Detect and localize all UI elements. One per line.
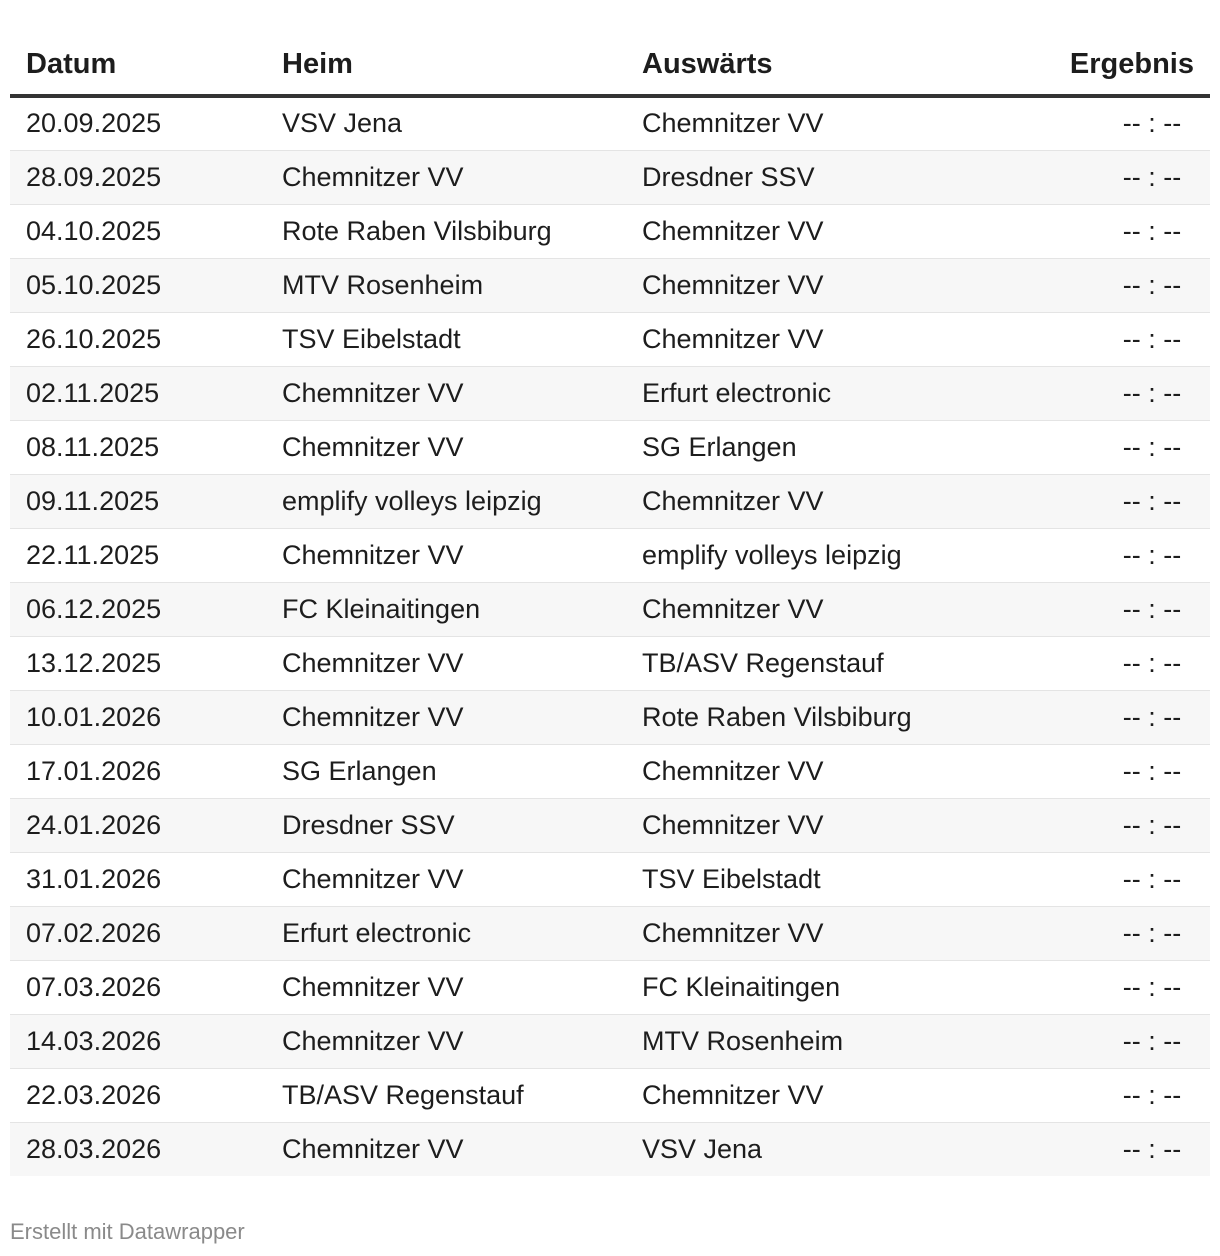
cell-away: MTV Rosenheim: [626, 1014, 1030, 1068]
cell-date: 22.11.2025: [10, 528, 266, 582]
cell-home: Chemnitzer VV: [266, 1122, 626, 1176]
table-row: [10, 690, 1210, 744]
cell-date: 06.12.2025: [10, 582, 266, 636]
table-row: [10, 1068, 1210, 1122]
cell-result: -- : --: [1030, 1122, 1210, 1176]
cell-away: FC Kleinaitingen: [626, 960, 1030, 1014]
cell-date: 04.10.2025: [10, 204, 266, 258]
cell-date: 02.11.2025: [10, 366, 266, 420]
table-row: [10, 744, 1210, 798]
cell-away: TB/ASV Regenstauf: [626, 636, 1030, 690]
cell-home: Erfurt electronic: [266, 906, 626, 960]
datawrapper-credit[interactable]: Erstellt mit Datawrapper: [10, 1219, 245, 1244]
cell-home: Rote Raben Vilsbiburg: [266, 204, 626, 258]
cell-home: emplify volleys leipzig: [266, 474, 626, 528]
cell-away: Erfurt electronic: [626, 366, 1030, 420]
cell-home: SG Erlangen: [266, 744, 626, 798]
cell-date: 20.09.2025: [10, 96, 266, 150]
cell-away: SG Erlangen: [626, 420, 1030, 474]
cell-away: Rote Raben Vilsbiburg: [626, 690, 1030, 744]
table-row: [10, 960, 1210, 1014]
cell-result: -- : --: [1030, 1068, 1210, 1122]
cell-home: VSV Jena: [266, 96, 626, 150]
cell-home: Chemnitzer VV: [266, 420, 626, 474]
cell-home: Chemnitzer VV: [266, 960, 626, 1014]
cell-away: Chemnitzer VV: [626, 1068, 1030, 1122]
cell-date: 26.10.2025: [10, 312, 266, 366]
table-row: [10, 258, 1210, 312]
cell-home: Chemnitzer VV: [266, 366, 626, 420]
table-row: [10, 420, 1210, 474]
cell-home: Chemnitzer VV: [266, 528, 626, 582]
cell-away: Chemnitzer VV: [626, 798, 1030, 852]
cell-home: Chemnitzer VV: [266, 852, 626, 906]
cell-away: TSV Eibelstadt: [626, 852, 1030, 906]
table-row: [10, 1014, 1210, 1068]
cell-away: Dresdner SSV: [626, 150, 1030, 204]
table-row: [10, 150, 1210, 204]
table-row: [10, 1122, 1210, 1176]
cell-home: TB/ASV Regenstauf: [266, 1068, 626, 1122]
cell-result: -- : --: [1030, 690, 1210, 744]
table-row: [10, 366, 1210, 420]
cell-result: -- : --: [1030, 312, 1210, 366]
table-row: [10, 528, 1210, 582]
cell-home: Chemnitzer VV: [266, 636, 626, 690]
cell-date: 05.10.2025: [10, 258, 266, 312]
table-row: [10, 96, 1210, 150]
cell-away: Chemnitzer VV: [626, 96, 1030, 150]
table-row: [10, 906, 1210, 960]
cell-date: 28.09.2025: [10, 150, 266, 204]
cell-home: TSV Eibelstadt: [266, 312, 626, 366]
cell-result: -- : --: [1030, 528, 1210, 582]
cell-date: 09.11.2025: [10, 474, 266, 528]
cell-date: 31.01.2026: [10, 852, 266, 906]
cell-date: 22.03.2026: [10, 1068, 266, 1122]
cell-result: -- : --: [1030, 474, 1210, 528]
cell-away: Chemnitzer VV: [626, 474, 1030, 528]
cell-away: VSV Jena: [626, 1122, 1030, 1176]
cell-result: -- : --: [1030, 744, 1210, 798]
table-row: [10, 474, 1210, 528]
cell-date: 10.01.2026: [10, 690, 266, 744]
table-row: [10, 852, 1210, 906]
cell-result: -- : --: [1030, 366, 1210, 420]
cell-result: -- : --: [1030, 960, 1210, 1014]
cell-home: Dresdner SSV: [266, 798, 626, 852]
cell-away: Chemnitzer VV: [626, 258, 1030, 312]
cell-home: Chemnitzer VV: [266, 1014, 626, 1068]
cell-date: 17.01.2026: [10, 744, 266, 798]
table-row: [10, 798, 1210, 852]
cell-date: 28.03.2026: [10, 1122, 266, 1176]
cell-home: FC Kleinaitingen: [266, 582, 626, 636]
table-row: [10, 312, 1210, 366]
cell-date: 24.01.2026: [10, 798, 266, 852]
column-header-home[interactable]: Heim: [266, 34, 626, 96]
cell-away: emplify volleys leipzig: [626, 528, 1030, 582]
cell-date: 07.02.2026: [10, 906, 266, 960]
cell-result: -- : --: [1030, 636, 1210, 690]
cell-date: 14.03.2026: [10, 1014, 266, 1068]
cell-home: Chemnitzer VV: [266, 690, 626, 744]
cell-home: MTV Rosenheim: [266, 258, 626, 312]
cell-result: -- : --: [1030, 852, 1210, 906]
cell-result: -- : --: [1030, 96, 1210, 150]
cell-away: Chemnitzer VV: [626, 582, 1030, 636]
schedule-table: [10, 34, 1210, 1176]
cell-result: -- : --: [1030, 798, 1210, 852]
cell-result: -- : --: [1030, 582, 1210, 636]
cell-result: -- : --: [1030, 204, 1210, 258]
column-header-away[interactable]: Auswärts: [626, 34, 1030, 96]
cell-date: 08.11.2025: [10, 420, 266, 474]
cell-date: 07.03.2026: [10, 960, 266, 1014]
cell-date: 13.12.2025: [10, 636, 266, 690]
table-body: [10, 96, 1210, 1176]
cell-home: Chemnitzer VV: [266, 150, 626, 204]
table-row: [10, 582, 1210, 636]
table-header: [10, 34, 1210, 96]
cell-result: -- : --: [1030, 1014, 1210, 1068]
cell-result: -- : --: [1030, 150, 1210, 204]
column-header-date[interactable]: Datum: [10, 34, 266, 96]
column-header-result[interactable]: Ergebnis: [1030, 34, 1210, 96]
cell-away: Chemnitzer VV: [626, 906, 1030, 960]
table-row: [10, 636, 1210, 690]
schedule-table-container: [10, 34, 1210, 1176]
header-row: [10, 34, 1210, 96]
cell-result: -- : --: [1030, 258, 1210, 312]
table-row: [10, 204, 1210, 258]
cell-away: Chemnitzer VV: [626, 744, 1030, 798]
cell-result: -- : --: [1030, 906, 1210, 960]
cell-away: Chemnitzer VV: [626, 312, 1030, 366]
cell-result: -- : --: [1030, 420, 1210, 474]
cell-away: Chemnitzer VV: [626, 204, 1030, 258]
